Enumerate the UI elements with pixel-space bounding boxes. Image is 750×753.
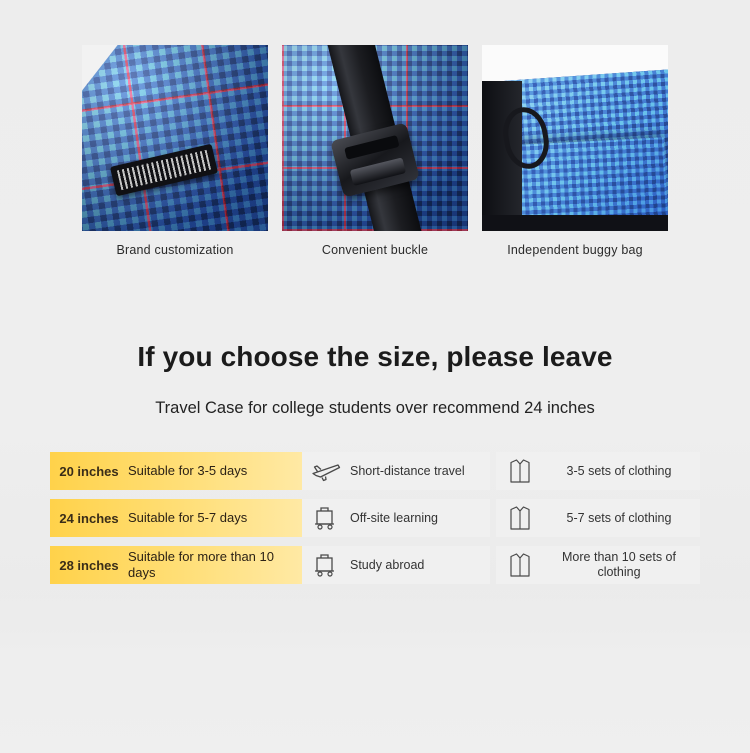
clothing-label: 5-7 sets of clothing xyxy=(566,510,672,525)
size-inches: 24 inches xyxy=(59,510,119,526)
size-cell xyxy=(50,452,302,490)
feature-caption: Brand customization xyxy=(116,243,234,257)
table-row xyxy=(50,499,700,537)
page-subheadline: Travel Case for college students over recommend 24 inches xyxy=(155,399,595,417)
size-inches: 20 inches xyxy=(59,463,119,479)
clothing-cell xyxy=(496,452,700,490)
luggage-cart-icon xyxy=(302,552,350,578)
size-suitable: Suitable for more than 10 days xyxy=(128,549,274,580)
photo-shading xyxy=(82,45,268,231)
feature-item xyxy=(82,45,268,257)
usage-label: Off-site learning xyxy=(350,510,439,525)
usage-cell xyxy=(302,499,490,537)
clothing-label: More than 10 sets of clothing xyxy=(562,550,676,579)
size-inches: 28 inches xyxy=(59,557,119,573)
size-cell xyxy=(50,546,302,584)
luggage-cart-icon xyxy=(302,505,350,531)
page-fade xyxy=(0,583,750,753)
page-headline: If you choose the size, please leave xyxy=(137,341,613,372)
clothing-label: 3-5 sets of clothing xyxy=(566,463,672,478)
feature-caption: Convenient buckle xyxy=(321,243,429,257)
size-cell xyxy=(50,499,302,537)
usage-cell xyxy=(302,452,490,490)
feature-item xyxy=(282,45,468,257)
shirt-icon xyxy=(496,552,544,578)
clothing-cell xyxy=(496,499,700,537)
bag-base xyxy=(482,215,668,231)
brand-label-photo xyxy=(82,45,268,231)
usage-label: Study abroad xyxy=(350,557,425,572)
feature-item xyxy=(482,45,668,257)
usage-label: Short-distance travel xyxy=(350,463,465,478)
feature-caption: Independent buggy bag xyxy=(507,243,643,257)
feature-gallery xyxy=(0,0,750,257)
usage-cell xyxy=(302,546,490,584)
size-recommendation-table xyxy=(50,452,700,584)
shirt-icon xyxy=(496,505,544,531)
clothing-cell xyxy=(496,546,700,584)
airplane-icon xyxy=(302,459,350,483)
size-suitable: Suitable for 3-5 days xyxy=(128,463,248,479)
buckle-photo xyxy=(282,45,468,231)
size-suitable: Suitable for 5-7 days xyxy=(128,510,248,526)
shirt-icon xyxy=(496,458,544,484)
table-row xyxy=(50,546,700,584)
buggy-bag-photo xyxy=(482,45,668,231)
table-row xyxy=(50,452,700,490)
